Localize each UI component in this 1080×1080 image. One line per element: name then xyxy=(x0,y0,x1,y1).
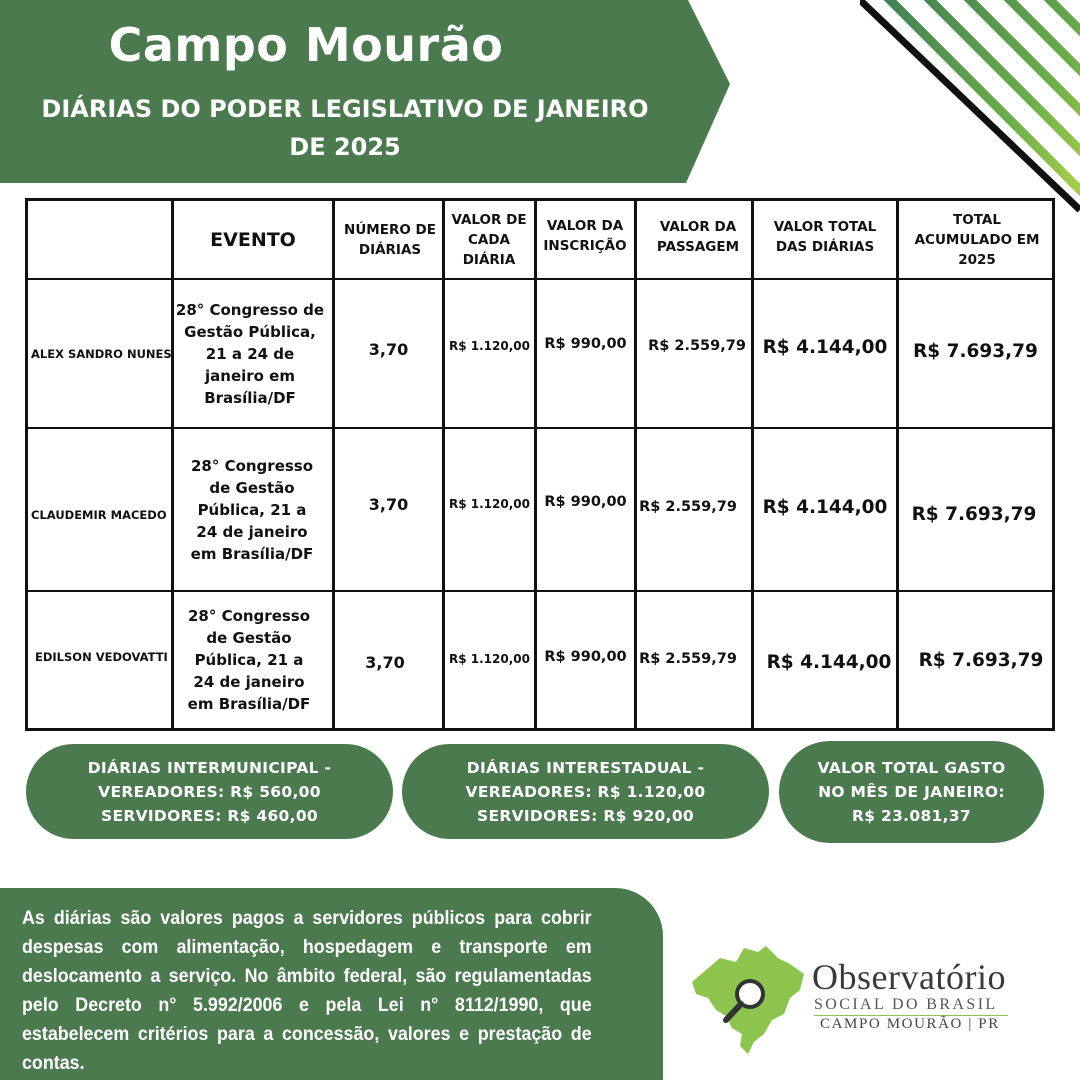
column-header-total-acumulado: TOTAL ACUMULADO EM 2025 xyxy=(914,211,1040,268)
row-event: 28° Congresso de Gestão Pública, 21 a 24 de janeiro em Brasília/DF xyxy=(190,456,314,563)
row-valor-inscricao: R$ 990,00 xyxy=(544,336,627,352)
row-event: 28° Congresso de Gestão Pública, 21 a 24 de janeiro em Brasília/DF xyxy=(187,607,311,713)
total-spent-pill xyxy=(779,741,1044,843)
row-valor-passagem: R$ 2.559,79 xyxy=(639,499,737,515)
row-total-acumulado: R$ 7.693,79 xyxy=(918,649,1044,671)
interestadual-vereadores: VEREADORES: R$ 1.120,00 xyxy=(465,782,706,801)
column-header-evento: EVENTO xyxy=(210,228,296,251)
row-valor-passagem: R$ 2.559,79 xyxy=(639,651,737,667)
row-valor-inscricao: R$ 990,00 xyxy=(544,649,627,665)
page-subtitle: DIÁRIAS DO PODER LEGISLATIVO DE JANEIRO DE 2025 xyxy=(41,95,649,161)
logo-subtitle: SOCIAL DO BRASIL xyxy=(814,996,998,1013)
row-valor-total: R$ 4.144,00 xyxy=(762,496,888,518)
row-valor-total: R$ 4.144,00 xyxy=(766,651,892,673)
logo-title: Observatório xyxy=(812,957,1006,997)
table-border-right xyxy=(1052,198,1055,731)
row-num-diarias: 3,70 xyxy=(368,494,409,514)
total-spent-label: VALOR TOTAL GASTO xyxy=(817,759,1006,777)
row-name: EDILSON VEDOVATTI xyxy=(35,650,168,664)
row-event: 28° Congresso de Gestão Pública, 21 a 24 de janeiro em Brasília/DF xyxy=(175,300,325,407)
intermunicipal-pill xyxy=(26,744,393,839)
diarias-table xyxy=(25,198,1055,732)
info-panel xyxy=(0,888,663,1080)
total-spent-month: NO MÊS DE JANEIRO: xyxy=(818,783,1005,801)
brazil-map-icon xyxy=(686,938,812,1058)
intermunicipal-vereadores: VEREADORES: R$ 560,00 xyxy=(98,782,321,801)
row-total-acumulado: R$ 7.693,79 xyxy=(911,503,1037,525)
intermunicipal-servidores: SERVIDORES: R$ 460,00 xyxy=(100,806,318,825)
column-header-valor-total-diarias: VALOR TOTAL DAS DIÁRIAS xyxy=(773,219,877,255)
observatorio-logo xyxy=(686,938,1016,1058)
row-name: ALEX SANDRO NUNES xyxy=(31,346,172,361)
page-title: Campo Mourão xyxy=(108,18,504,72)
row-valor-passagem: R$ 2.559,79 xyxy=(648,338,746,354)
row-valor-diaria: R$ 1.120,00 xyxy=(449,339,530,353)
row-valor-inscricao: R$ 990,00 xyxy=(544,494,627,510)
column-header-valor-diaria: VALOR DE CADA DIÁRIA xyxy=(451,211,527,268)
row-total-acumulado: R$ 7.693,79 xyxy=(913,340,1038,362)
column-header-numero-diarias: NÚMERO DE DIÁRIAS xyxy=(344,221,436,258)
row-valor-total: R$ 4.144,00 xyxy=(762,336,888,358)
row-valor-diaria: R$ 1.120,00 xyxy=(449,652,530,666)
interestadual-title: DIÁRIAS INTERESTADUAL - xyxy=(466,758,705,777)
interestadual-servidores: SERVIDORES: R$ 920,00 xyxy=(476,806,694,825)
row-num-diarias: 3,70 xyxy=(368,339,409,359)
row-num-diarias: 3,70 xyxy=(365,652,405,672)
interestadual-pill xyxy=(402,744,769,839)
total-spent-value: R$ 23.081,37 xyxy=(852,807,971,825)
intermunicipal-title: DIÁRIAS INTERMUNICIPAL - xyxy=(87,758,332,777)
info-text: As diárias são valores pagos a servidores públicos para cobrir despesas com alimentação, hospedagem e transporte em deslocamento a serviço. No âmbito federal, são regulamentadas pelo Decreto n° 5.992/2006 e pela Lei n° 8112/1990, que estabelecem critérios para a concessão, valores e prestação de contas. xyxy=(22,908,592,1074)
decorative-stripes xyxy=(860,0,1080,220)
row-name: CLAUDEMIR MACEDO xyxy=(31,508,167,522)
column-header-valor-inscricao: VALOR DA INSCRIÇÃO xyxy=(543,218,627,254)
row-valor-diaria: R$ 1.120,00 xyxy=(449,497,530,511)
logo-location: CAMPO MOURÃO | PR xyxy=(820,1016,1000,1032)
column-header-valor-passagem: VALOR DA PASSAGEM xyxy=(656,219,740,255)
